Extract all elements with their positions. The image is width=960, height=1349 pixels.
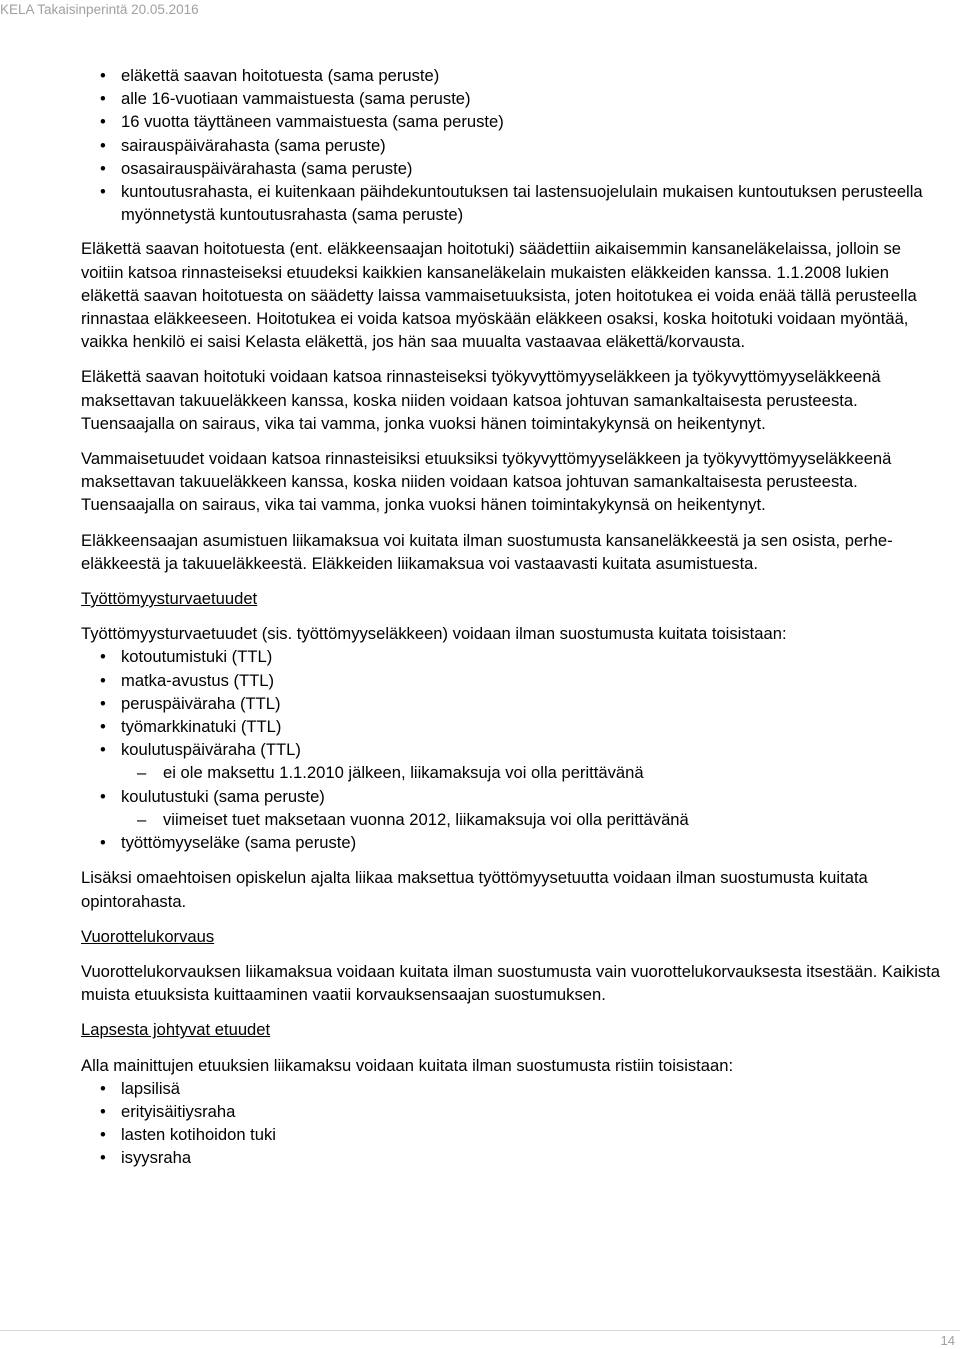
dash-icon: –	[137, 763, 147, 783]
bullet-icon: •	[100, 670, 106, 690]
section-heading-alternation: Vuorottelukorvaus	[81, 926, 215, 946]
list-item-text: koulutuspäiväraha (TTL)	[121, 740, 301, 760]
bullet-icon: •	[100, 1101, 106, 1121]
list-item	[81, 134, 941, 157]
bullet-icon: •	[100, 740, 106, 760]
alternation-text: Vuorottelukorvauksen liikamaksua voidaan kuitata ilman suostumusta vain vuorottelukorvauksesta itsestään. Kaikista muista etuuksista kuittaaminen vaatii korvauksensaajan suostumuksen.	[81, 961, 941, 1005]
list-item	[81, 1100, 941, 1123]
page-header: KELA Takaisinperintä 20.05.2016	[0, 2, 199, 17]
list-item-text: eläkettä saavan hoitotuesta (sama peruste)	[121, 66, 440, 85]
sub-list-item	[121, 808, 941, 831]
list-item-text: työmarkkinatuki (TTL)	[121, 717, 282, 737]
bullet-icon: •	[100, 717, 106, 737]
paragraph-care-allowance: Eläkettä saavan hoitotuesta (ent. eläkkeensaajan hoitotuki) säädettiin aikaisemmin kansaneläkelaissa, jolloin se voitiin katsoa rinnasteiseksi etuudeksi kaikkien kansaneläkelain mukaisten eläkkeiden kanssa. 1.1.2008 lukien eläkettä saavan hoitotuesta on säädetty laissa vammaisetuuksista, joten hoitotukea ei voida enää tällä perusteella rinnastaa eläkkeeseen. Hoitotukea ei voida katsoa myöskään eläkkeen osaksi, koska hoitotuki voidaan myöntää, vaikka henkilö ei saisi Kelasta eläkettä, jos hän saa muualta vastaavaa eläkettä/korvausta.	[81, 239, 917, 352]
section-heading-unemployment: Työttömyysturvaetuudet	[81, 589, 258, 609]
list-item-text: työttömyyseläke (sama peruste)	[121, 833, 357, 853]
list-item-text: matka-avustus (TTL)	[121, 670, 275, 690]
children-list	[81, 1077, 941, 1170]
list-item-text: lasten kotihoidon tuki	[121, 1125, 276, 1145]
sub-list	[121, 761, 941, 784]
bullet-icon: •	[100, 89, 106, 109]
unemployment-outro: Lisäksi omaehtoisen opiskelun ajalta liikaa maksettua työttömyysetuutta voidaan ilman suostumusta kuitata opintorahasta.	[81, 868, 868, 911]
unemployment-intro: Työttömyysturvaetuudet (sis. työttömyyseläkkeen) voidaan ilman suostumusta kuitata toisistaan:	[81, 624, 787, 644]
list-item	[81, 180, 941, 226]
bullet-icon: •	[100, 833, 106, 853]
bullet-icon: •	[100, 693, 106, 713]
list-item	[81, 669, 941, 692]
document-body	[81, 64, 941, 1170]
list-item-text: lapsilisä	[121, 1078, 181, 1098]
list-item	[81, 157, 941, 180]
list-item	[81, 64, 941, 87]
bullet-icon: •	[100, 66, 106, 85]
list-item-text: sairauspäivärahasta (sama peruste)	[121, 135, 386, 155]
sub-list-item	[121, 761, 941, 784]
bullet-icon: •	[100, 1078, 106, 1098]
bullet-icon: •	[100, 1148, 106, 1168]
bullet-icon: •	[100, 786, 106, 806]
bullet-icon: •	[100, 1125, 106, 1145]
section-heading-children: Lapsesta johtyvat etuudet	[81, 1020, 271, 1040]
list-item	[81, 692, 941, 715]
list-item-text: koulutustuki (sama peruste)	[121, 786, 325, 806]
list-item-text: erityisäitiysraha	[121, 1101, 236, 1121]
list-item-text: 16 vuotta täyttäneen vammaistuesta (sama peruste)	[121, 112, 504, 132]
sub-list-item-text: viimeiset tuet maksetaan vuonna 2012, liikamaksuja voi olla perittävänä	[163, 809, 689, 829]
list-item-text: isyysraha	[121, 1148, 192, 1168]
footer-divider	[0, 1330, 960, 1331]
list-item-text: peruspäiväraha (TTL)	[121, 693, 281, 713]
sub-list	[121, 808, 941, 831]
list-item	[81, 645, 941, 668]
list-item	[81, 87, 941, 110]
list-item-text: osasairauspäivärahasta (sama peruste)	[121, 158, 413, 178]
bullet-icon: •	[100, 647, 106, 667]
list-item-text: kotoutumistuki (TTL)	[121, 647, 273, 667]
list-item-text: kuntoutusrahasta, ei kuitenkaan päihdekuntoutuksen tai lastensuojelulain mukaisen kuntoutuksen perusteella myönnetystä kuntoutusrahasta (sama peruste)	[121, 182, 923, 225]
list-item	[81, 831, 941, 854]
sub-list-item-text: ei ole maksettu 1.1.2010 jälkeen, liikamaksuja voi olla perittävänä	[163, 763, 644, 783]
list-item	[81, 715, 941, 738]
list-item	[81, 1123, 941, 1146]
paragraph-housing-allowance: Eläkkeensaajan asumistuen liikamaksua voi kuitata ilman suostumusta kansaneläkkeestä ja sen osista, perhe-eläkkeestä ja takuueläkkeestä. Eläkkeiden liikamaksua voi vastaavasti kuitata asumistuesta.	[81, 530, 893, 573]
unemployment-list	[81, 645, 941, 854]
benefit-list	[81, 64, 941, 226]
bullet-icon: •	[100, 182, 106, 202]
children-intro: Alla mainittujen etuuksien liikamaksu voidaan kuitata ilman suostumusta ristiin toisistaan:	[81, 1055, 734, 1075]
list-item	[81, 1077, 941, 1100]
paragraph-care-allowance-equivalence: Eläkettä saavan hoitotuki voidaan katsoa rinnasteiseksi työkyvyttömyyseläkkeen ja työkyvyttömyyseläkkeenä maksettavan takuueläkkeen kanssa, koska niiden voidaan katsoa johtuvan samankaltaisesta perusteesta. Tuensaajalla on sairaus, vika tai vamma, jonka vuoksi hänen toimintakykynsä on heikentynyt.	[81, 367, 881, 433]
list-item	[81, 1146, 941, 1169]
list-item	[81, 110, 941, 133]
list-item	[81, 785, 941, 831]
bullet-icon: •	[100, 135, 106, 155]
bullet-icon: •	[100, 112, 106, 132]
page-number: 14	[940, 1333, 955, 1348]
bullet-icon: •	[100, 158, 106, 178]
list-item-text: alle 16-vuotiaan vammaistuesta (sama peruste)	[121, 89, 471, 109]
list-item	[81, 738, 941, 784]
paragraph-disability-benefits: Vammaisetuudet voidaan katsoa rinnasteisiksi etuuksiksi työkyvyttömyyseläkkeen ja työkyvyttömyyseläkkeenä maksettavan takuueläkkeen kanssa, koska niiden voidaan katsoa johtuvan samankaltaisesta perusteesta. Tuensaajalla on sairaus, vika tai vamma, jonka vuoksi hänen toimintakykynsä on heikentynyt.	[81, 449, 892, 515]
dash-icon: –	[137, 809, 147, 829]
